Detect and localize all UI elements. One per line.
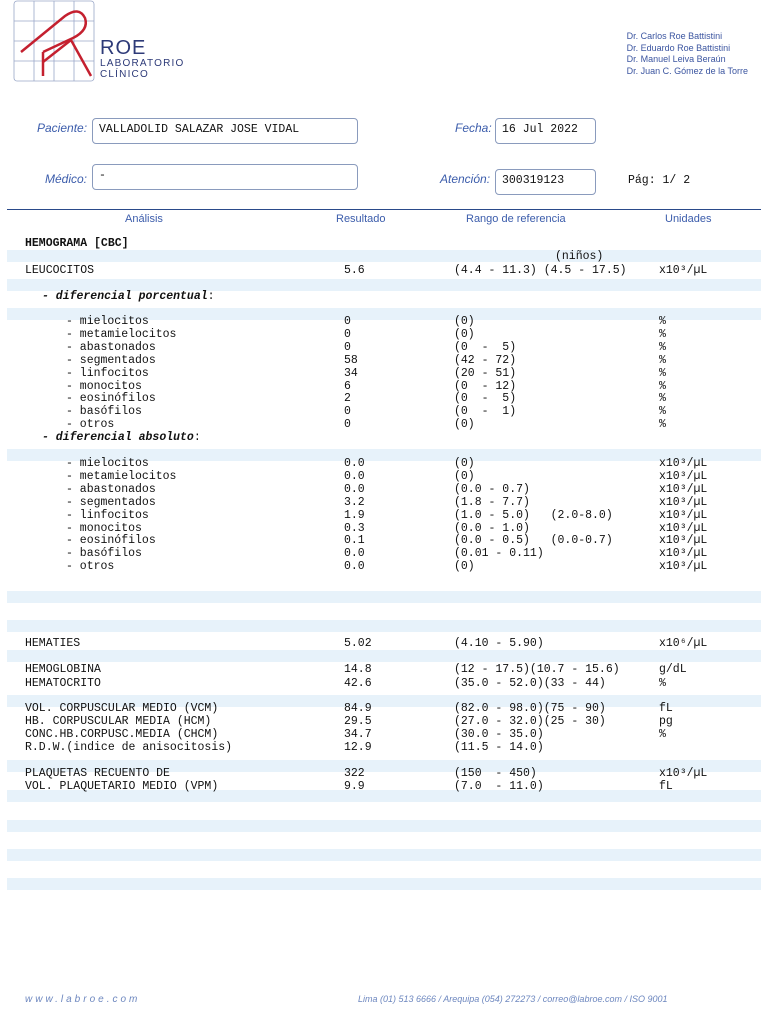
analysis-name: - segmentados (66, 353, 156, 367)
analysis-name: VOL. PLAQUETARIO MEDIO (VPM) (25, 780, 219, 793)
fecha-field[interactable]: 16 Jul 2022 (495, 118, 596, 144)
analysis-result: 1.9 (344, 508, 365, 522)
analysis-name: - eosinófilos (66, 392, 156, 406)
analysis-name: - monocitos (66, 379, 142, 393)
analysis-name: - abastonados (66, 482, 156, 496)
analysis-range: (27.0 - 32.0)(25 - 30) (454, 715, 606, 728)
analysis-range: (11.5 - 14.0) (454, 741, 544, 754)
analysis-unit: % (659, 379, 666, 393)
analysis-name: - eosinófilos (66, 534, 156, 548)
analysis-unit: x10³/µL (659, 495, 708, 509)
analysis-result: 34.7 (344, 728, 372, 741)
analysis-unit: x10³/µL (659, 264, 708, 277)
analysis-unit: x10³/µL (659, 521, 708, 535)
col-unidades: Unidades (665, 213, 712, 225)
medico-label: Médico: (45, 172, 88, 186)
analysis-name: - linfocitos (66, 366, 149, 380)
analysis-result: 0.0 (344, 560, 365, 574)
analysis-range: (42 - 72) (454, 353, 517, 367)
analysis-name: HEMOGLOBINA (25, 663, 101, 676)
analysis-unit: x10³/µL (659, 547, 708, 561)
analysis-name: LEUCOCITOS (25, 264, 95, 277)
analysis-unit: % (659, 405, 666, 419)
analysis-range: (12 - 17.5)(10.7 - 15.6) (454, 663, 620, 676)
analysis-unit: x10³/µL (659, 534, 708, 548)
dif-absoluto-heading: - diferencial absoluto: (42, 431, 201, 444)
analysis-range: (82.0 - 98.0)(75 - 90) (454, 702, 606, 715)
analysis-range: (0 - 1) (454, 405, 517, 419)
doctor-name: Dr. Carlos Roe Battistini (626, 31, 723, 41)
analysis-result: 322 (344, 767, 365, 780)
atencion-label: Atención: (440, 172, 491, 186)
analysis-name: - mielocitos (66, 315, 149, 328)
analysis-result: 0 (344, 405, 351, 419)
analysis-result: 0.0 (344, 469, 365, 483)
analysis-result: 29.5 (344, 715, 372, 728)
analysis-unit: % (659, 728, 666, 741)
analysis-unit: % (659, 392, 666, 406)
doctor-name: Dr. Manuel Leiva Beraún (626, 54, 726, 64)
analysis-result: 58 (344, 353, 358, 367)
ninos-label: (niños) (555, 250, 604, 263)
analysis-range: (4.10 - 5.90) (454, 637, 544, 650)
analysis-result: 0.1 (344, 534, 365, 548)
col-rango: Rango de referencia (466, 213, 566, 225)
analysis-name: HB. CORPUSCULAR MEDIA (HCM) (25, 715, 212, 728)
analysis-unit: % (659, 327, 666, 341)
analysis-range: (0) (454, 457, 475, 470)
fecha-label: Fecha: (455, 121, 492, 135)
analysis-unit: x10³/µL (659, 457, 708, 470)
analysis-name: - otros (66, 418, 115, 432)
analysis-range: (0.0 - 0.7) (454, 482, 530, 496)
analysis-result: 84.9 (344, 702, 372, 715)
analysis-unit: x10³/µL (659, 508, 708, 522)
analysis-result: 42.6 (344, 677, 372, 690)
analysis-result: 0 (344, 340, 351, 354)
analysis-range: (0 - 5) (454, 392, 517, 406)
analysis-unit: % (659, 340, 666, 354)
analysis-range: (35.0 - 52.0)(33 - 44) (454, 677, 606, 690)
section-title: HEMOGRAMA [CBC] (25, 237, 129, 250)
analysis-unit: x10⁶/µL (659, 637, 708, 650)
analysis-unit: % (659, 677, 666, 690)
dif-porcentual-heading: - diferencial porcentual: (42, 290, 215, 303)
medico-field[interactable]: - (92, 164, 358, 190)
analysis-range: (0) (454, 560, 475, 574)
analysis-range: (0.01 - 0.11) (454, 547, 544, 561)
analysis-name: PLAQUETAS RECUENTO DE (25, 767, 170, 780)
analysis-range: (0 - 12) (454, 379, 517, 393)
analysis-name: - basófilos (66, 405, 142, 419)
analysis-range: (150 - 450) (454, 767, 537, 780)
analysis-range: (30.0 - 35.0) (454, 728, 544, 741)
analysis-name: - basófilos (66, 547, 142, 561)
analysis-unit: % (659, 353, 666, 367)
analysis-result: 9.9 (344, 780, 365, 793)
analysis-result: 0 (344, 327, 351, 341)
logo-wordmark (100, 38, 185, 80)
analysis-unit: g/dL (659, 663, 687, 676)
analysis-name: - linfocitos (66, 508, 149, 522)
doctors-list (627, 31, 748, 77)
analysis-range: (0 - 5) (454, 340, 517, 354)
analysis-unit: x10³/µL (659, 560, 708, 574)
analysis-unit: x10³/µL (659, 482, 708, 496)
doctor-name: Dr. Juan C. Gómez de la Torre (626, 65, 748, 76)
analysis-range: (0) (454, 418, 475, 432)
analysis-result: 14.8 (344, 663, 372, 676)
analysis-name: - otros (66, 560, 115, 574)
analysis-range: (0.0 - 0.5) (0.0-0.7) (454, 534, 613, 548)
header-divider (7, 209, 761, 210)
analysis-name: - metamielocitos (66, 327, 177, 341)
analysis-name: VOL. CORPUSCULAR MEDIO (VCM) (25, 702, 219, 715)
analysis-range: (7.0 - 11.0) (454, 780, 544, 793)
analysis-name: - mielocitos (66, 457, 149, 470)
analysis-result: 0.3 (344, 521, 365, 535)
analysis-unit: fL (659, 780, 673, 793)
analysis-name: - segmentados (66, 495, 156, 509)
analysis-result: 5.6 (344, 264, 365, 277)
paciente-field[interactable]: VALLADOLID SALAZAR JOSE VIDAL (92, 118, 358, 144)
analysis-range: (4.4 - 11.3) (4.5 - 17.5) (454, 264, 627, 277)
analysis-name: - abastonados (66, 340, 156, 354)
analysis-unit: % (659, 366, 666, 380)
analysis-name: CONC.HB.CORPUSC.MEDIA (CHCM) (25, 728, 219, 741)
footer-contact: Lima (01) 513 6666 / Arequipa (054) 272273 / correo@labroe.com / ISO 9001 (358, 994, 668, 1004)
analysis-name: - metamielocitos (66, 469, 177, 483)
analysis-result: 12.9 (344, 741, 372, 754)
logo-sub2: CLÍNICO (100, 69, 149, 80)
logo-name: ROE (100, 37, 147, 59)
footer-website[interactable]: www.labroe.com (25, 994, 141, 1005)
analysis-result: 0 (344, 315, 351, 328)
analysis-result: 34 (344, 366, 358, 380)
col-resultado: Resultado (336, 213, 386, 225)
analysis-unit: x10³/µL (659, 767, 708, 780)
analysis-result: 0 (344, 418, 351, 432)
atencion-field[interactable]: 300319123 (495, 169, 596, 195)
paciente-label: Paciente: (37, 121, 88, 135)
analysis-range: (1.8 - 7.7) (454, 495, 530, 509)
col-analisis: Análisis (125, 213, 163, 225)
doctor-name: Dr. Eduardo Roe Battistini (626, 42, 731, 53)
analysis-name: R.D.W.(indice de anisocitosis) (25, 741, 233, 754)
analysis-range: (0) (454, 327, 475, 341)
analysis-range: (0.0 - 1.0) (454, 521, 530, 535)
analysis-name: HEMATOCRITO (25, 677, 101, 690)
logo-sub1: LABORATORIO (100, 58, 185, 69)
analysis-result: 0.0 (344, 482, 365, 496)
analysis-range: (0) (454, 315, 475, 328)
analysis-name: - monocitos (66, 521, 142, 535)
analysis-unit: pg (659, 715, 673, 728)
analysis-unit: x10³/µL (659, 469, 708, 483)
analysis-name: HEMATIES (25, 637, 81, 650)
analysis-range: (0) (454, 469, 475, 483)
page-number: Pág: 1/ 2 (628, 174, 691, 187)
analysis-result: 0.0 (344, 457, 365, 470)
analysis-range: (20 - 51) (454, 366, 517, 380)
analysis-unit: % (659, 315, 666, 328)
analysis-unit: % (659, 418, 666, 432)
analysis-result: 6 (344, 379, 351, 393)
analysis-result: 3.2 (344, 495, 365, 509)
analysis-unit: fL (659, 702, 673, 715)
analysis-range: (1.0 - 5.0) (2.0-8.0) (454, 508, 613, 522)
analysis-result: 5.02 (344, 637, 372, 650)
analysis-result: 2 (344, 392, 351, 406)
analysis-result: 0.0 (344, 547, 365, 561)
